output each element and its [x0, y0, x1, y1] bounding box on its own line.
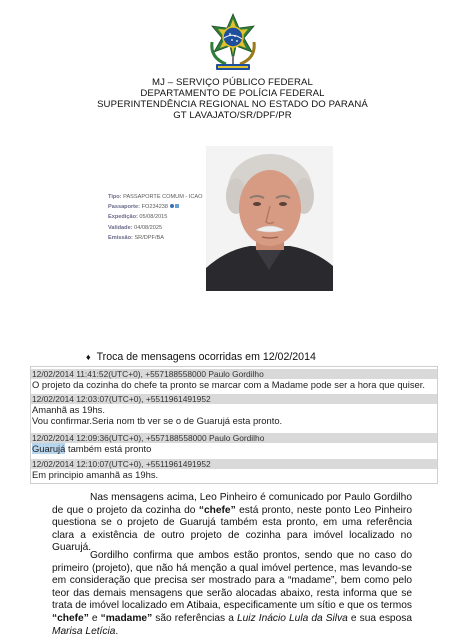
message-header: 12/02/2014 12:09:36(UTC+0), +557188558000 Paulo Gordilho — [31, 433, 437, 443]
header-line-4: GT LAVAJATO/SR/DPF/PR — [173, 110, 292, 121]
passport-photo — [206, 146, 333, 291]
passport-row-validade: Validade: 04/08/2025 — [108, 224, 163, 231]
message-text: Guarujá também está pronto — [32, 443, 152, 454]
info-icon — [170, 204, 174, 208]
passport-row-emissao: Emissão: SR/DPF/BA — [108, 234, 164, 241]
passport-row-expedicao: Expedição: 05/08/2015 — [108, 214, 168, 221]
message-log — [30, 366, 438, 484]
message-header: 12/02/2014 12:10:07(UTC+0), +5511961491952 — [31, 459, 437, 469]
section-title-text: Troca de mensagens ocorridas em 12/02/2014 — [96, 351, 316, 363]
message-header: 12/02/2014 11:41:52(UTC+0), +557188558000 Paulo Gordilho — [31, 369, 437, 379]
highlighted-word: Guarujá — [32, 443, 66, 454]
message-header: 12/02/2014 12:03:07(UTC+0), +5511961491952 — [31, 394, 437, 404]
passport-info — [108, 192, 203, 243]
paragraph-1: Nas mensagens acima, Leo Pinheiro é comunicado por Paulo Gordilho de que o projeto da cozinha do “chefe” está pronto, neste ponto Leo Pinheiro questiona se o projeto de Guarujá também esta pronto, em uma referência clara a existência de outro projeto de cozinha para imóvel localizado no Guarujá. — [52, 492, 412, 554]
message-text: Amanhã as 19hs. — [32, 404, 105, 415]
header-line-1: MJ – SERVIÇO PÚBLICO FEDERAL — [152, 77, 313, 88]
message-entry — [31, 459, 437, 480]
message-text: Vou confirmar.Seria nom tb ver se o de Guarujá esta pronto. — [32, 415, 283, 426]
message-entry — [31, 369, 437, 390]
header-line-3: SUPERINTENDÊNCIA REGIONAL NO ESTADO DO PARANÁ — [97, 99, 368, 110]
section-title — [86, 351, 316, 363]
flag-icon — [175, 204, 179, 208]
document-header — [0, 77, 465, 121]
paragraph-2: Gordilho confirma que ambos estão prontos, sendo que no caso do primeiro (projeto), que não há menção a qual imóvel pertence, mas levando-se em consideração que precisa ser mostrado para a “madame”, bem como pelo teor das demais mensagens que serão alocadas abaixo, resta informa que se trata de imóvel localizado em Atibaia, especificamente um sítio e que os termos “chefe” e “madame” são referências a Luiz Inácio Lula da Silva e sua esposa Marisa Letícia. — [52, 550, 413, 637]
diamond-bullet-icon: ♦ — [86, 352, 91, 362]
brazil-coat-of-arms-icon — [206, 12, 260, 74]
message-entry — [31, 394, 437, 426]
passport-row-number: Passaporte: FO234238 — [108, 202, 203, 212]
header-line-2: DEPARTAMENTO DE POLÍCIA FEDERAL — [140, 88, 325, 99]
passport-row-tipo: Tipo: PASSAPORTE COMUM - ICAO — [108, 194, 203, 200]
message-text: O projeto da cozinha do chefe ta pronto se marcar com a Madame pode ser a hora que quiser. — [32, 379, 425, 390]
message-text: Em principio amanhã as 19hs. — [32, 469, 159, 480]
message-entry — [31, 433, 437, 454]
